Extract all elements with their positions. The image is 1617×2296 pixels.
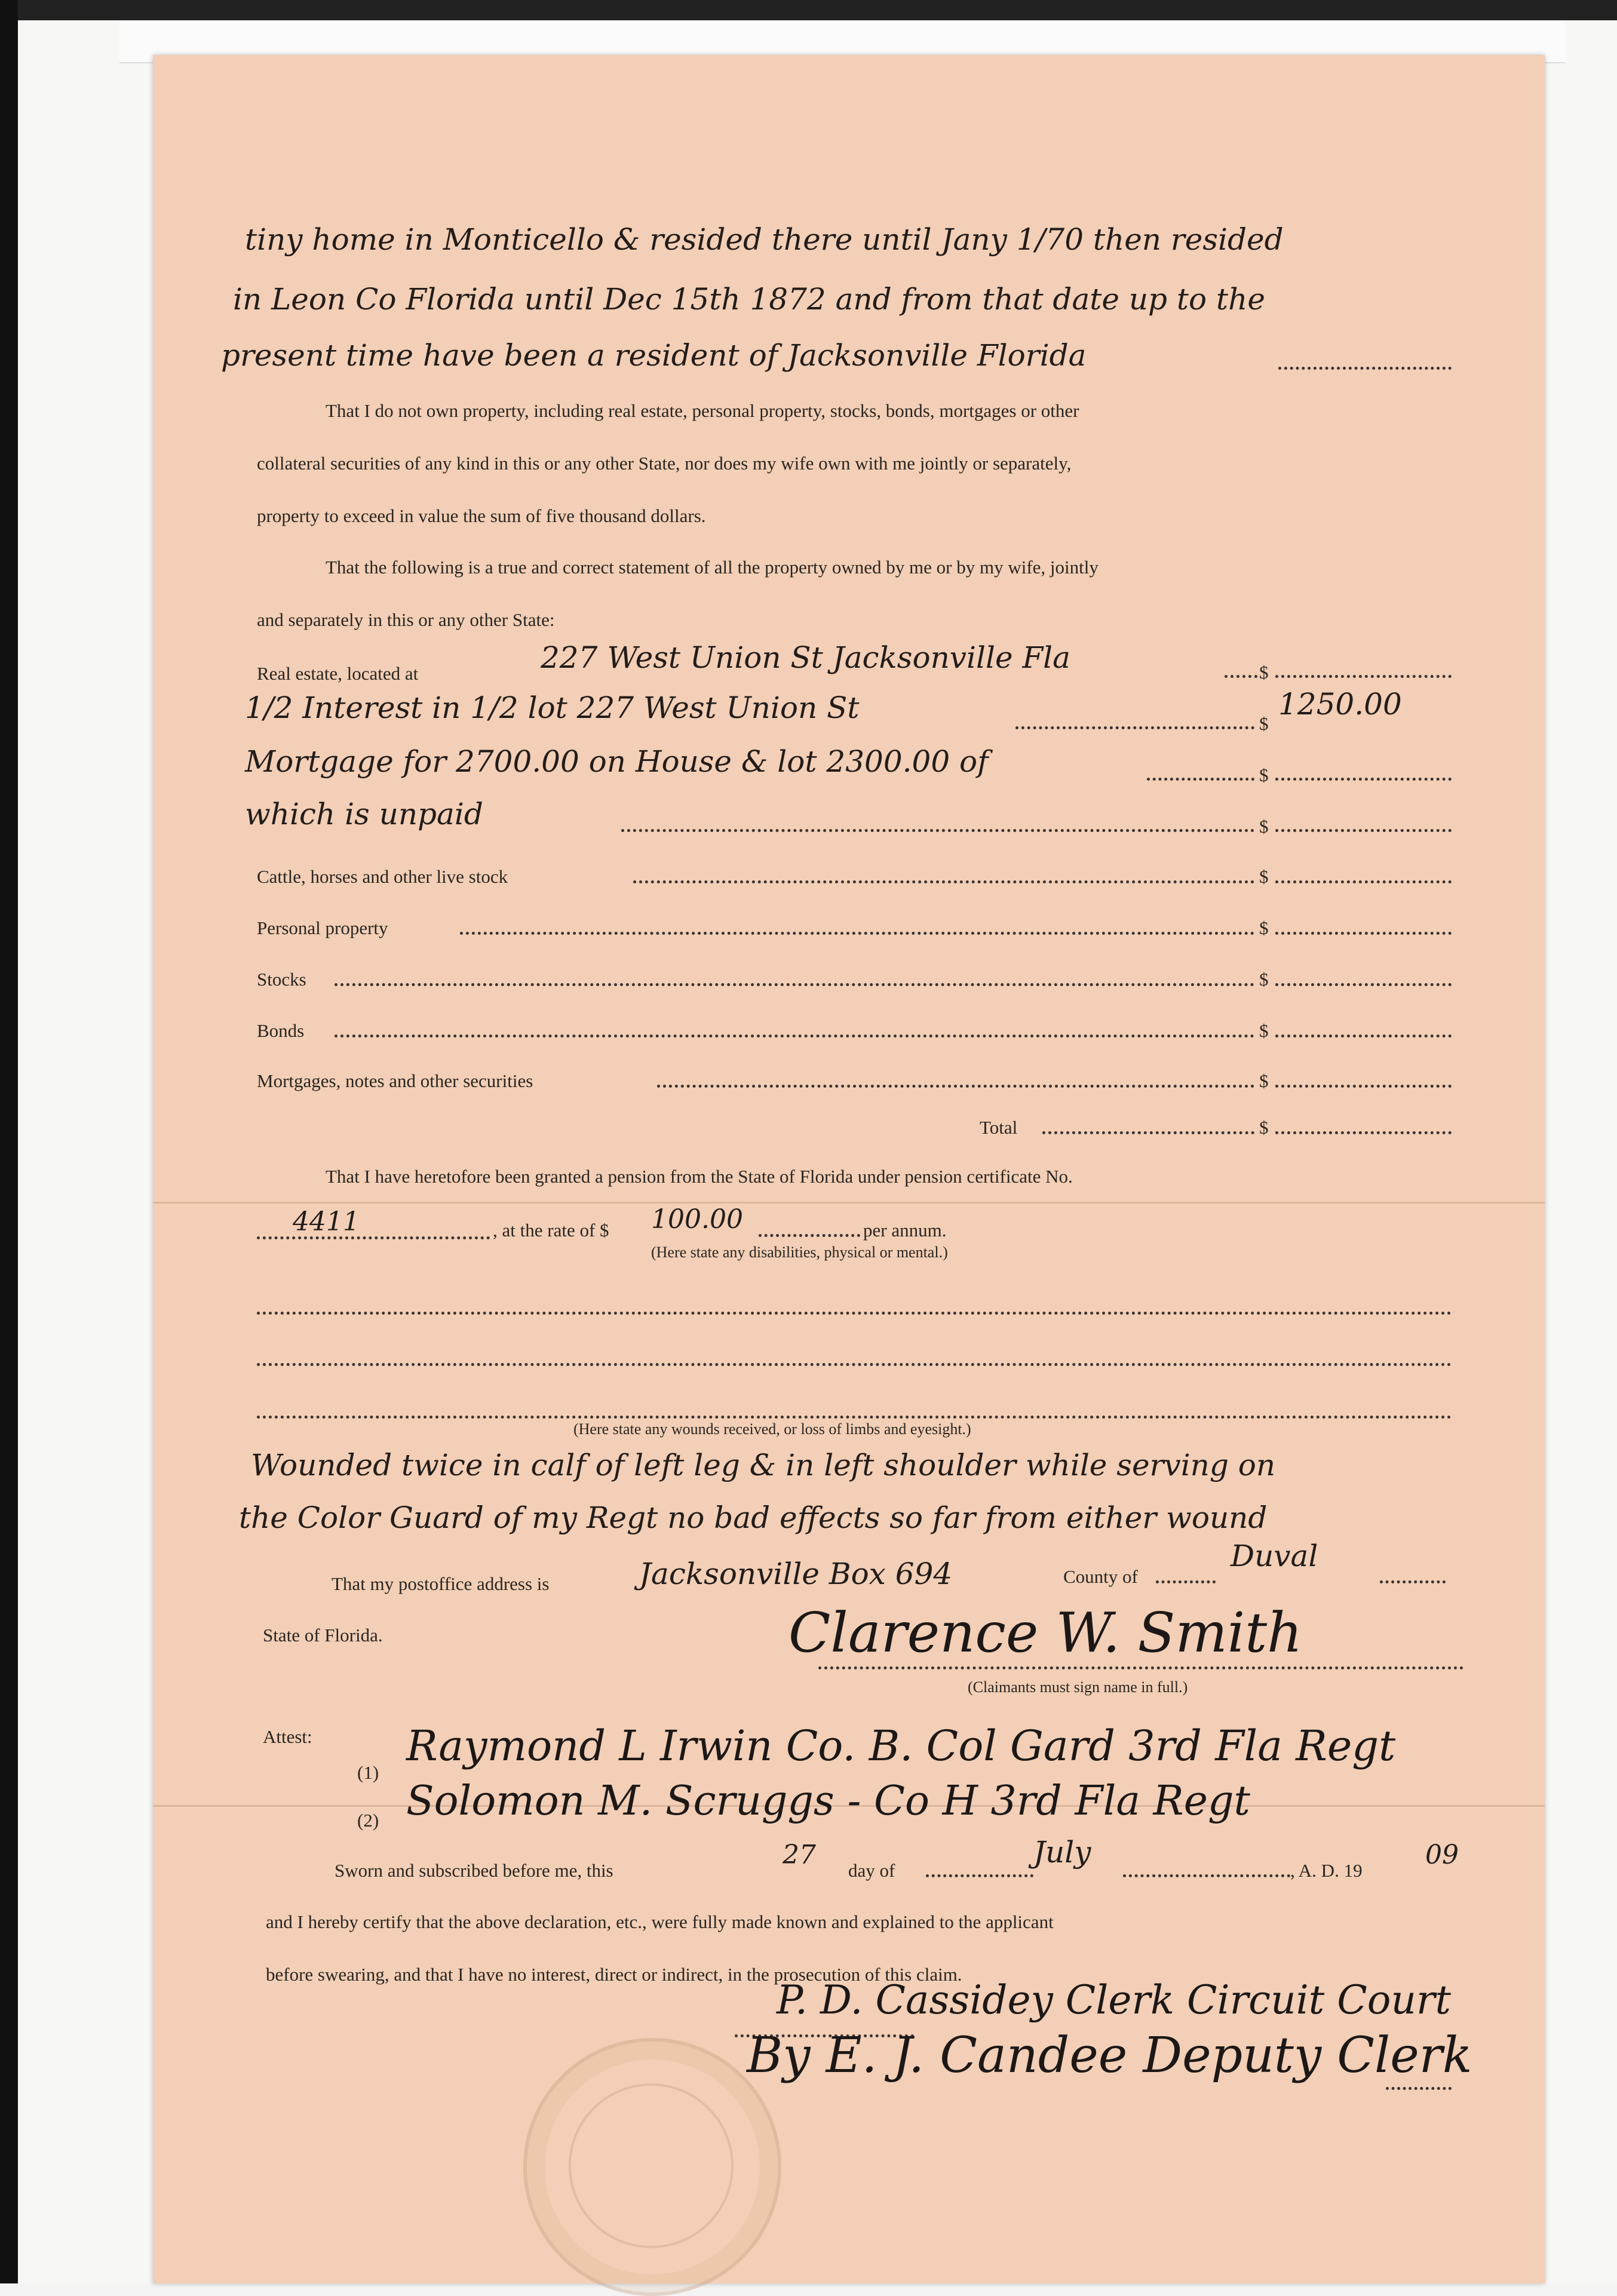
residence-line-1: tiny home in Monticello & resided there until Jany 1/70 then resided: [245, 222, 1284, 257]
sworn-year: 09: [1425, 1840, 1459, 1870]
state-label: State of Florida.: [263, 1625, 383, 1646]
dollar-sign: $: [1259, 713, 1269, 734]
real-estate-line-3: Mortgage for 2700.00 on House & lot 2300.00 of: [245, 744, 989, 779]
witness-1-number: (1): [357, 1762, 379, 1783]
clerk-signature: P. D. Cassidey Clerk Circuit Court: [777, 1977, 1452, 2023]
rate-suffix: per annum.: [863, 1220, 947, 1241]
attest-label: Attest:: [263, 1726, 312, 1747]
disabilities-note: (Here state any disabilities, physical or mental.): [651, 1244, 948, 1261]
dollar-sign: $: [1259, 816, 1269, 837]
fold-crease: [153, 1202, 1545, 1204]
dollar-sign: $: [1259, 969, 1269, 990]
witness-2-number: (2): [357, 1810, 379, 1831]
row-bonds-label: Bonds: [257, 1020, 305, 1041]
row-livestock-label: Cattle, horses and other live stock: [257, 866, 508, 887]
witness-2-signature: Solomon M. Scruggs - Co H 3rd Fla Regt: [406, 1778, 1250, 1825]
real-estate-location: 227 West Union St Jacksonville Fla: [541, 640, 1070, 675]
scanner-edge-top: [0, 0, 1617, 20]
sworn-prefix: Sworn and subscribed before me, this: [335, 1860, 613, 1881]
county-label: County of: [1063, 1566, 1138, 1587]
real-estate-line-2: 1/2 Interest in 1/2 lot 227 West Union St: [245, 690, 860, 725]
deputy-signature: By E. J. Candee Deputy Clerk: [747, 2027, 1472, 2084]
real-estate-label: Real estate, located at: [257, 663, 419, 684]
real-estate-amount: 1250.00: [1278, 687, 1402, 722]
county-value: Duval: [1231, 1539, 1318, 1573]
certificate-number: 4411: [293, 1207, 360, 1237]
property-paragraph-line-1: That I do not own property, including real estate, personal property, stocks, bonds, mortgages or other: [326, 400, 1079, 421]
wounds-line-2: the Color Guard of my Regt no bad effects so far from either wound: [239, 1500, 1268, 1535]
pension-sentence: That I have heretofore been granted a pension from the State of Florida under pension certificate No.: [326, 1166, 1073, 1187]
claimant-note: (Claimants must sign name in full.): [968, 1678, 1188, 1696]
wounds-note: (Here state any wounds received, or loss of limbs and eyesight.): [573, 1420, 971, 1438]
total-label: Total: [980, 1117, 1018, 1138]
sworn-day: 27: [783, 1840, 816, 1870]
real-estate-line-4: which is unpaid: [245, 797, 483, 831]
dollar-sign: $: [1259, 1020, 1269, 1041]
court-seal-emboss: [523, 2038, 781, 2296]
claimant-signature: Clarence W. Smith: [788, 1601, 1303, 1665]
sworn-month: July: [1033, 1835, 1091, 1870]
certify-line-2: before swearing, and that I have no interest, direct or indirect, in the prosecution of this claim.: [266, 1964, 962, 1985]
witness-1-signature: Raymond L Irwin Co. B. Col Gard 3rd Fla Regt: [406, 1721, 1396, 1770]
row-personal-property-label: Personal property: [257, 917, 388, 938]
postoffice-prefix: That my postoffice address is: [332, 1573, 550, 1594]
dollar-sign: $: [1259, 1117, 1269, 1138]
dollar-sign: $: [1259, 866, 1269, 887]
property-paragraph-line-3: property to exceed in value the sum of five thousand dollars.: [257, 505, 706, 526]
residence-line-3: present time have been a resident of Jacksonville Florida: [221, 338, 1087, 373]
sworn-year-prefix: , A. D. 19: [1290, 1860, 1363, 1881]
statement-paragraph-line-2: and separately in this or any other State:: [257, 609, 555, 630]
property-paragraph-line-2: collateral securities of any kind in this or any other State, nor does my wife own with me jointly or separately,: [257, 453, 1072, 474]
dollar-sign: $: [1259, 1070, 1269, 1091]
sworn-day-of: day of: [848, 1860, 895, 1881]
certify-line-1: and I hereby certify that the above declaration, etc., were fully made known and explained to the applicant: [266, 1911, 1054, 1932]
rate-value: 100.00: [651, 1204, 743, 1235]
statement-paragraph-line-1: That the following is a true and correct statement of all the property owned by me or by my wife, jointly: [326, 557, 1099, 578]
rate-prefix: , at the rate of $: [493, 1220, 609, 1241]
scanner-edge-left: [0, 0, 18, 2283]
dollar-sign: $: [1259, 917, 1269, 938]
residence-line-2: in Leon Co Florida until Dec 15th 1872 and from that date up to the: [233, 282, 1265, 317]
row-stocks-label: Stocks: [257, 969, 306, 990]
dollar-sign: $: [1259, 662, 1269, 683]
wounds-line-1: Wounded twice in calf of left leg & in left shoulder while serving on: [251, 1448, 1276, 1482]
postoffice-value: Jacksonville Box 694: [639, 1557, 953, 1591]
dollar-sign: $: [1259, 765, 1269, 785]
row-mortgages-label: Mortgages, notes and other securities: [257, 1070, 533, 1091]
